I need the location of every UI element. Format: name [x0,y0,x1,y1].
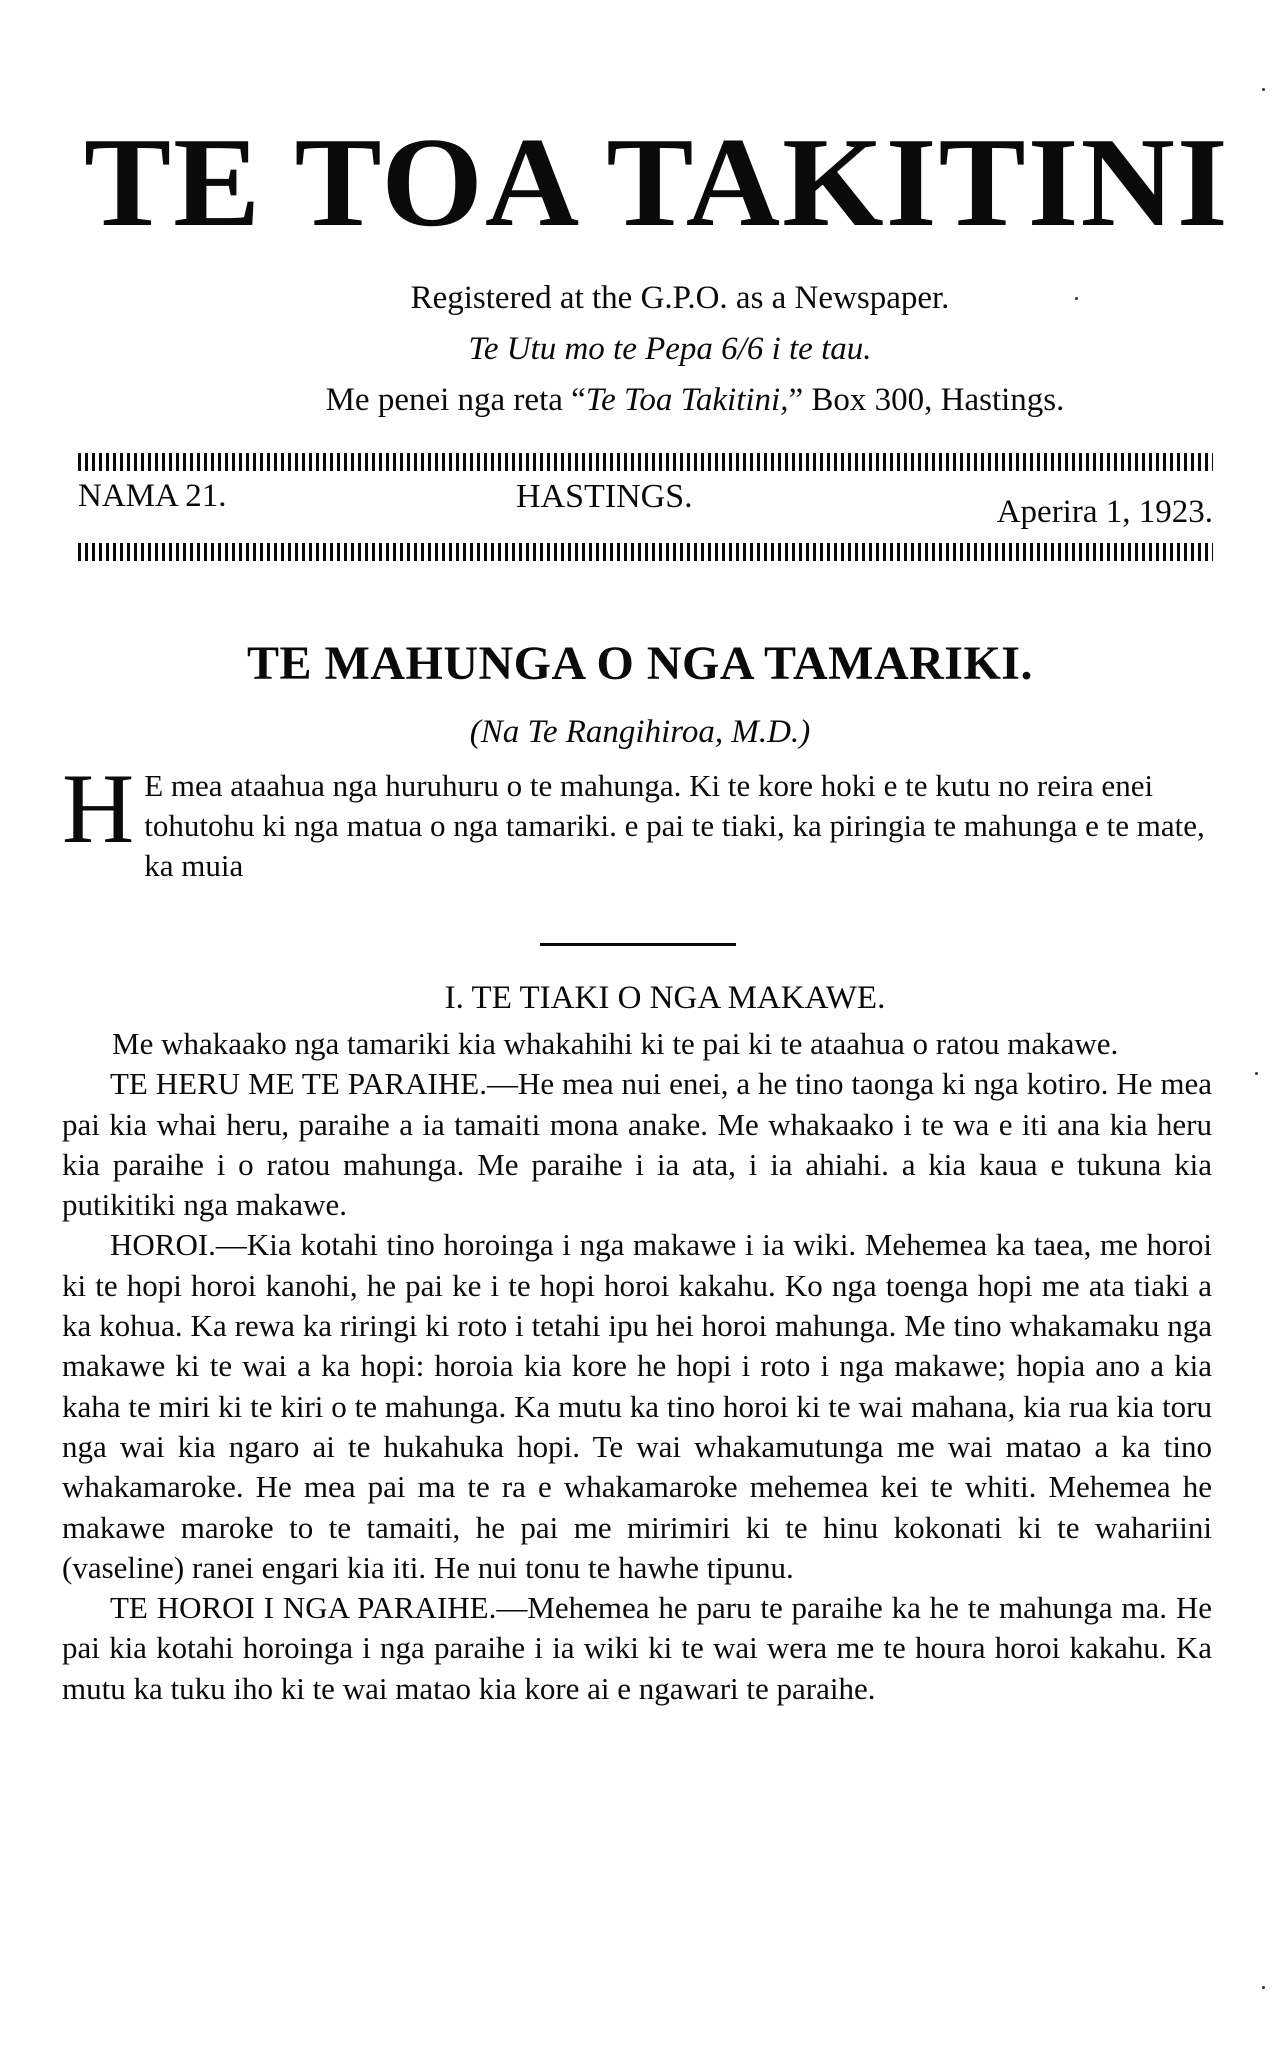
intro-text: E mea ataahua nga huruhuru o te mahunga. Ki te kore hoki e te kutu no reira enei tohutohu ki nga matua o nga tamariki. e pai te tiaki, ka piringia te mahunga e te mate, ka muia [144,768,1205,883]
scan-speck [1255,1072,1258,1075]
address-suffix: ” Box 300, Hastings. [788,382,1065,418]
article-intro [62,753,1212,886]
address-name: Te Toa Takitini, [585,382,789,418]
address-line [55,384,1280,417]
scan-speck [1262,1986,1265,1989]
issue-place: HASTINGS. [516,478,693,515]
issue-date: Aperira 1, 1923. [996,494,1213,530]
section-heading: I. TE TIAKI O NGA MAKAWE. [444,980,886,1016]
article-byline: (Na Te Rangihiroa, M.D.) [469,714,811,750]
section-divider [540,943,736,946]
drop-cap: H [62,753,135,864]
issue-info-row [78,478,1213,534]
body-paragraph: TE HOROI I NGA PARAIHE.—Mehemea he paru te paraihe ka he te mahunga ma. He pai kia kotahi horoinga i nga paraihe i ia wiki ki te wai wera me te houra horoi kakahu. Ka mutu ka tuku iho ki te wai matao kia kore ai e ngawari te paraihe. [62,1590,1212,1706]
registration-line: Registered at the G.P.O. as a Newspaper. [410,280,950,316]
address-prefix: Me penei nga reta “ [325,382,586,418]
body-paragraph: TE HERU ME TE PARAIHE.—He mea nui enei, a he tino taonga ki nga kotiro. He mea pai kia whai heru, paraihe a ia tamaiti mona anake. Me whakaako i te wa e iti ana kia heru kia paraihe i o ratou mahunga. Me paraihe i ia ata, i ia ahiahi. a kia kaua e tukuna kia putikitiki nga makawe. [62,1066,1212,1223]
article-title: TE MAHUNGA O NGA TAMARIKI. [247,637,1033,690]
decorative-rule-top [78,453,1213,471]
decorative-rule-bottom [78,543,1213,561]
body-paragraph: Me whakaako nga tamariki kia whakahihi ki te pai ki te ataahua o ratou makawe. [112,1026,1119,1061]
newspaper-masthead: TE TOA TAKITINI [83,111,1230,253]
body-paragraph: HOROI.—Kia kotahi tino horoinga i nga makawe i ia wiki. Mehemea ka taea, me horoi ki te hopi horoi kanohi, he pai ke i te hopi horoi kakahu. Ko nga toenga hopi me ata tiaki a ka kohua. Ka rewa ka riringi ki roto i tetahi ipu hei horoi mahunga. Me tino whakamaku nga makawe ki te wai a ka hopi: horoia kia kore he hopi i roto i nga makawe; hopia ano a kia kaha te miri ki te kiri o te mahunga. Ka mutu ka tino horoi ki te wai mahana, kia rua kia toru nga wai kia ngaro ai te hukahuka hopi. Te wai whakamutunga me wai matao a ka tino whakamaroke. He mea pai ma te ra e whakamaroke mehemea kei te whiti. Mehemea he makawe maroke to te tamaiti, he pai me mirimiri ki te hinu kokonati ki te wahariini (vaseline) ranei engari kia iti. He nui tonu te hawhe tipunu. [62,1227,1212,1585]
subscription-line: Te Utu mo te Pepa 6/6 i te tau. [468,331,872,367]
article-body [62,1024,1212,1709]
scan-speck [1262,88,1265,91]
issue-number: NAMA 21. [78,478,227,514]
scan-speck [1075,297,1078,300]
